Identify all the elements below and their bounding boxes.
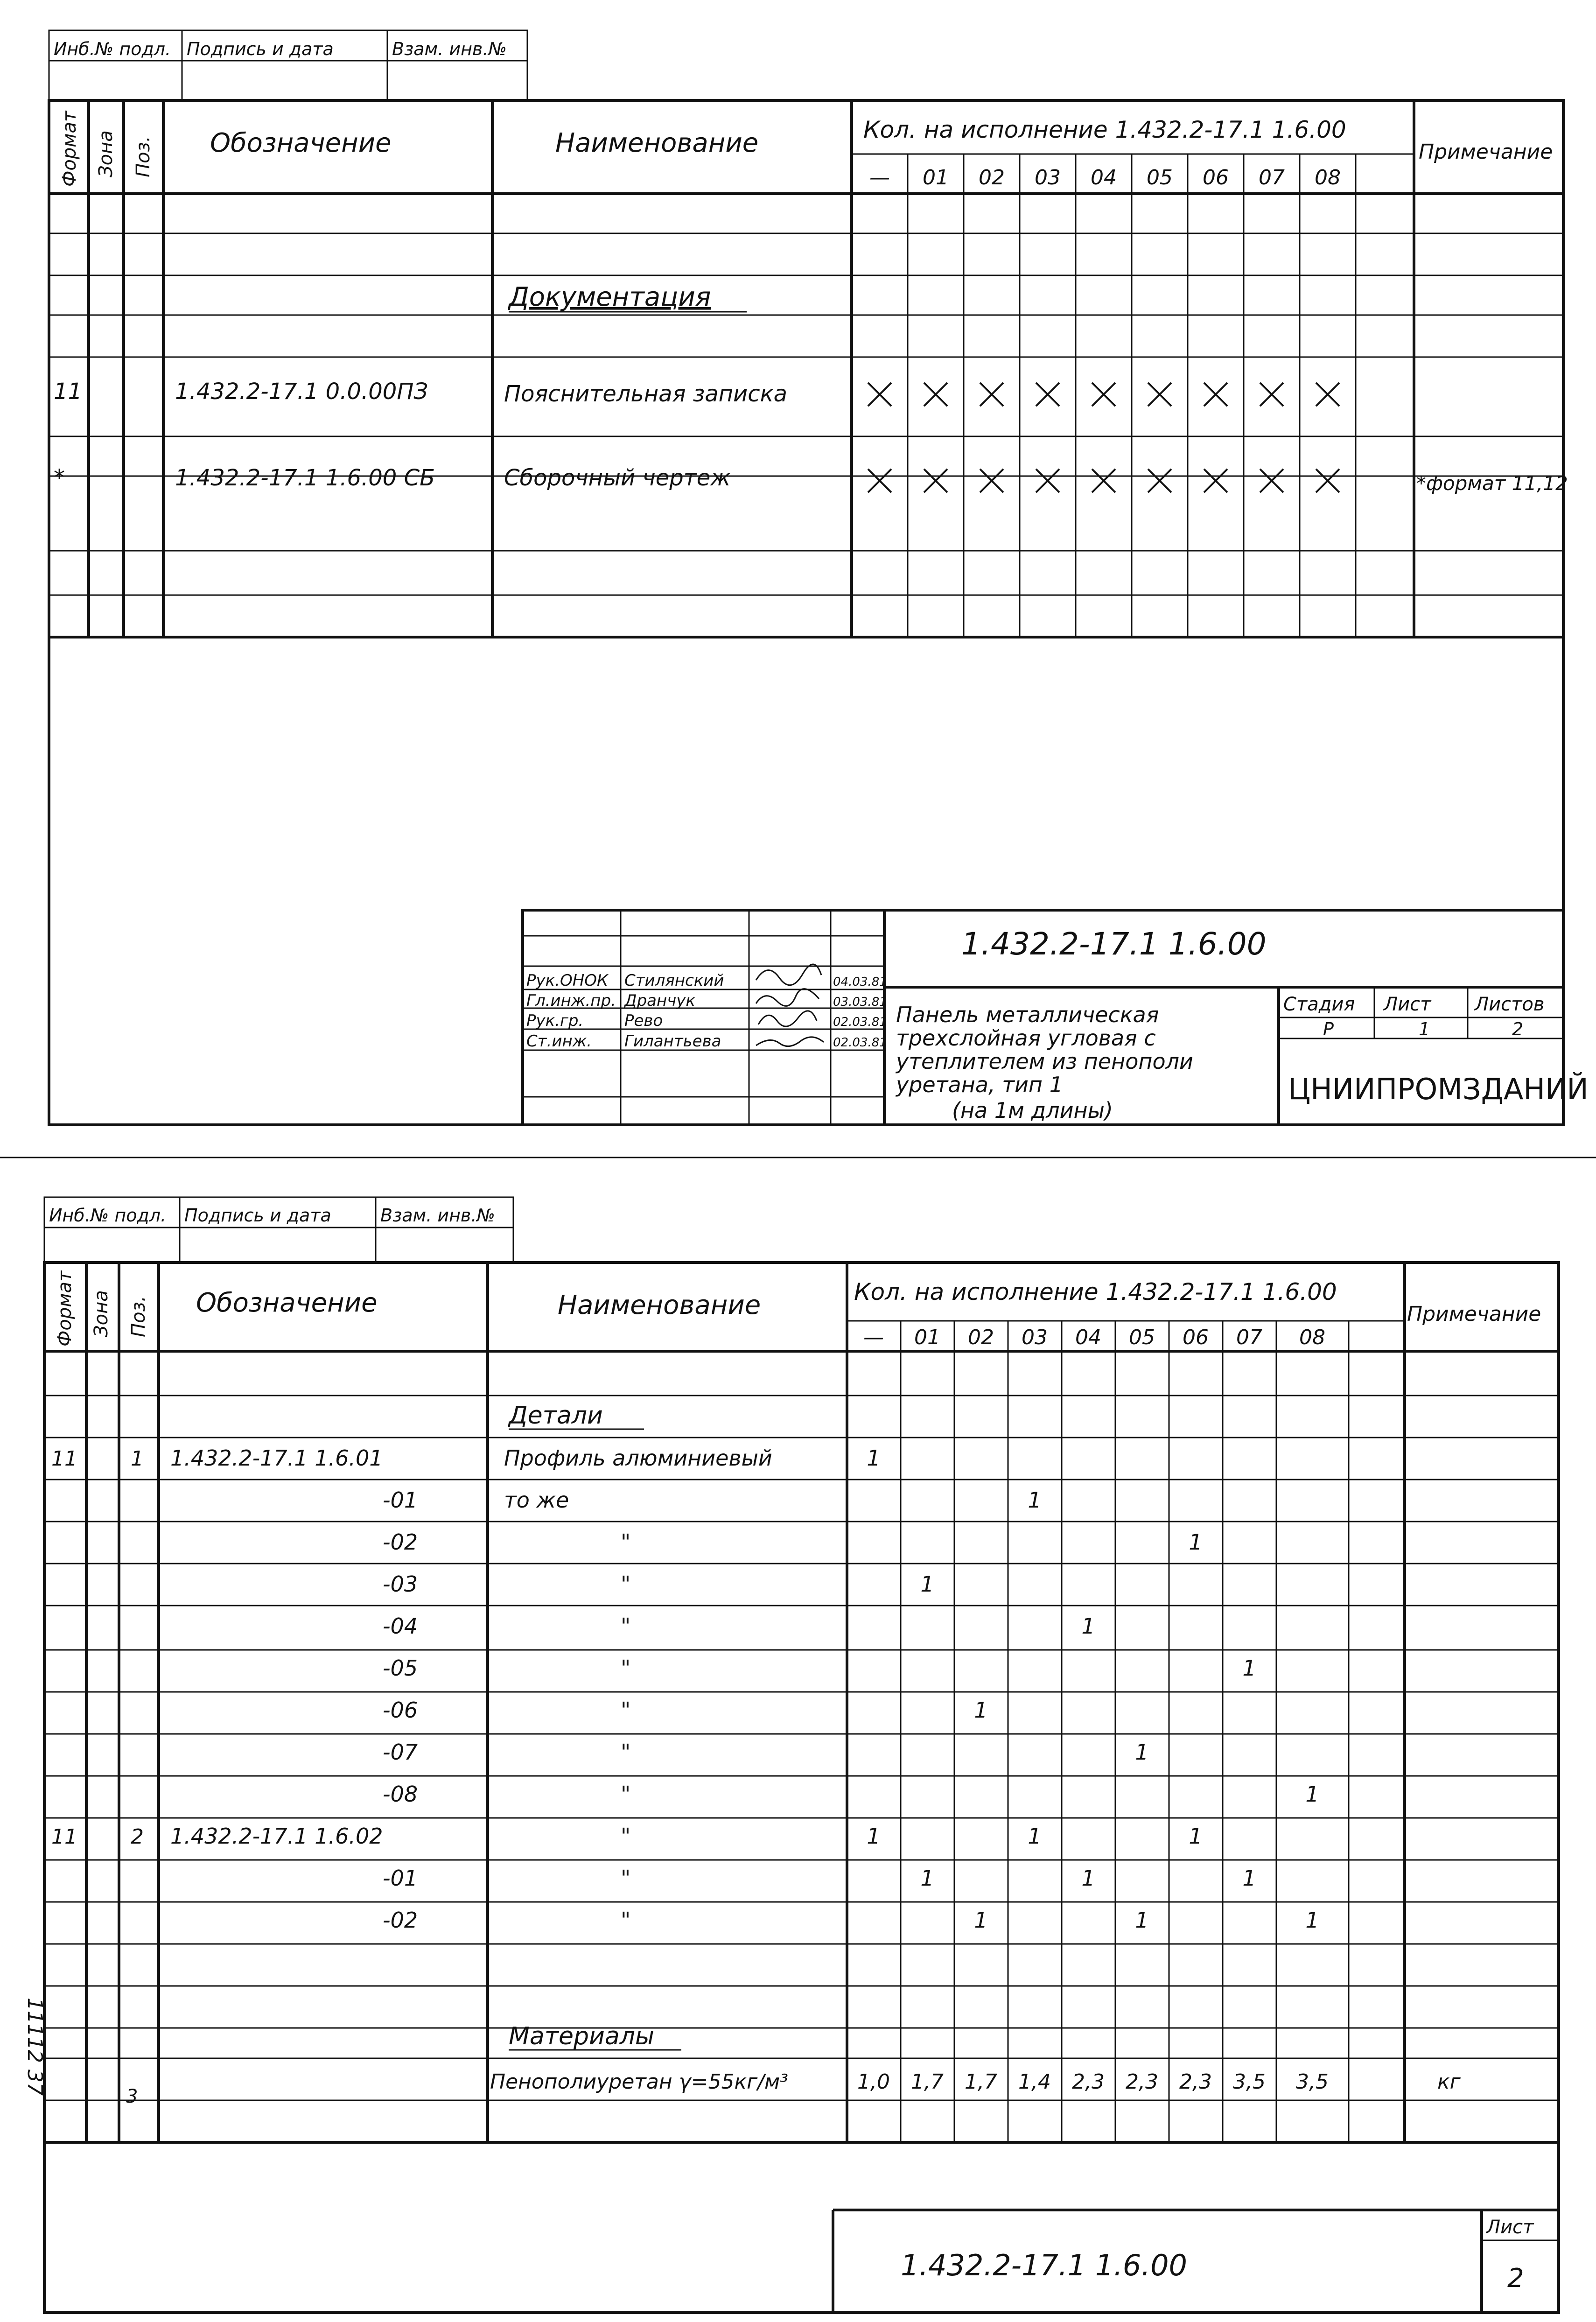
row-designation: -06 bbox=[383, 1698, 418, 1723]
sheets-value: 2 bbox=[1512, 1019, 1524, 1039]
row-lines bbox=[44, 1396, 1559, 2100]
doc-title bbox=[895, 1002, 1193, 1123]
material-row bbox=[126, 2070, 1461, 2107]
variant-base: — bbox=[869, 166, 890, 189]
variant-05: 05 bbox=[1147, 166, 1173, 189]
approval-role: Рук.гр. bbox=[526, 1011, 584, 1030]
row-name: " bbox=[621, 1824, 631, 1849]
header-format: Формат bbox=[54, 1270, 76, 1347]
row-name: " bbox=[621, 1782, 631, 1807]
variant-01: 01 bbox=[914, 1326, 940, 1349]
qty-cell: 1 bbox=[974, 1698, 988, 1723]
material-unit: кг bbox=[1437, 2070, 1461, 2094]
frame-1 bbox=[49, 100, 1563, 1125]
qty-cell: 1 bbox=[1189, 1824, 1203, 1849]
qty-cell: 1 bbox=[1242, 1656, 1256, 1681]
qty-cell: 3,5 bbox=[1296, 2070, 1329, 2094]
row-name: " bbox=[621, 1571, 631, 1597]
archive-stamp bbox=[44, 1197, 513, 1263]
cross-mark bbox=[1036, 469, 1059, 492]
signatures bbox=[756, 964, 824, 1046]
qty-cell: 1 bbox=[867, 1445, 881, 1471]
sheets-label: Листов bbox=[1475, 994, 1545, 1015]
table-row bbox=[51, 1824, 1203, 1849]
variant-03: 03 bbox=[1035, 166, 1061, 189]
margin-note: 11112 37 bbox=[23, 1998, 47, 2096]
table-row bbox=[383, 1782, 1319, 1807]
title-line: трехслойная угловая с bbox=[896, 1025, 1156, 1051]
variant-06: 06 bbox=[1203, 166, 1229, 189]
sheet-label: Лист bbox=[1486, 2217, 1534, 2238]
qty-cell: 1 bbox=[1305, 1908, 1319, 1933]
row-format: 11 bbox=[51, 1447, 77, 1471]
sheet-2 bbox=[23, 1197, 1559, 2313]
table-row bbox=[383, 1740, 1149, 1765]
cross-mark bbox=[868, 469, 891, 492]
stamp-replace-label: Взам. инв.№ bbox=[392, 39, 507, 59]
variant-headers bbox=[863, 1326, 1325, 1349]
row-pos: 2 bbox=[131, 1825, 144, 1849]
header-designation: Обозначение bbox=[196, 1288, 378, 1318]
table-row bbox=[383, 1529, 1203, 1555]
title-block-2 bbox=[833, 2210, 1559, 2313]
stamp-sign-label: Подпись и дата bbox=[187, 39, 334, 59]
row-designation: -08 bbox=[383, 1782, 418, 1807]
approval-date: 02.03.81 bbox=[833, 1015, 887, 1029]
variant-07: 07 bbox=[1236, 1326, 1262, 1349]
approval-role: Ст.инж. bbox=[526, 1032, 592, 1051]
cross-mark bbox=[1316, 469, 1339, 492]
frame-2 bbox=[44, 1263, 1559, 2313]
approval-date: 02.03.81 bbox=[833, 1036, 887, 1050]
approval-role: Рук.ОНОК bbox=[526, 971, 609, 990]
cross-mark bbox=[1148, 383, 1171, 406]
qty-cell: 1 bbox=[867, 1824, 881, 1849]
variant-02: 02 bbox=[979, 166, 1005, 189]
variant-04: 04 bbox=[1091, 166, 1117, 189]
row-designation: -07 bbox=[383, 1740, 418, 1765]
variant-05: 05 bbox=[1129, 1326, 1155, 1349]
header-qty: Кол. на исполнение 1.432.2-17.1 1.6.00 bbox=[854, 1278, 1337, 1305]
row-name: то же bbox=[504, 1487, 569, 1513]
variant-06: 06 bbox=[1183, 1326, 1209, 1349]
cross-mark bbox=[924, 469, 947, 492]
qty-cell: 1 bbox=[1189, 1529, 1203, 1555]
qty-cell: 3,5 bbox=[1233, 2070, 1266, 2094]
row-designation: -02 bbox=[383, 1529, 418, 1555]
table-row bbox=[54, 465, 1568, 495]
row-name: " bbox=[621, 1656, 631, 1681]
approval-row bbox=[526, 1032, 887, 1051]
row-name: " bbox=[621, 1740, 631, 1765]
qty-cell: 1 bbox=[1081, 1866, 1095, 1891]
stage-value: Р bbox=[1323, 1019, 1334, 1039]
cross-mark bbox=[980, 383, 1003, 406]
header-qty: Кол. на исполнение 1.432.2-17.1 1.6.00 bbox=[863, 116, 1346, 143]
header-name: Наименование bbox=[555, 128, 759, 158]
stamp-inv-label: Инб.№ подл. bbox=[49, 1205, 167, 1226]
variant-08: 08 bbox=[1299, 1326, 1325, 1349]
stamp-replace-label: Взам. инв.№ bbox=[380, 1205, 495, 1226]
row-designation: 1.432.2-17.1 1.6.02 bbox=[170, 1824, 383, 1849]
variant-01: 01 bbox=[923, 166, 949, 189]
variant-headers bbox=[869, 166, 1341, 189]
section-materials: Материалы bbox=[509, 2022, 654, 2050]
title-line: уретана, тип 1 bbox=[896, 1072, 1063, 1097]
stamp-sign-label: Подпись и дата bbox=[184, 1205, 331, 1226]
table-row bbox=[383, 1908, 1319, 1933]
approval-row bbox=[526, 991, 887, 1010]
row-designation: -02 bbox=[383, 1908, 418, 1933]
material-quantities bbox=[857, 2070, 1329, 2094]
doc-code: 1.432.2-17.1 1.6.00 bbox=[961, 926, 1267, 962]
qty-cell: 1,4 bbox=[1018, 2070, 1051, 2094]
section-parts: Детали bbox=[509, 1402, 603, 1430]
qty-cell: 1,7 bbox=[911, 2070, 944, 2094]
row-designation: -04 bbox=[383, 1613, 418, 1639]
variant-04: 04 bbox=[1075, 1326, 1101, 1349]
cross-mark bbox=[1316, 383, 1339, 406]
approval-row bbox=[526, 971, 887, 990]
table-row bbox=[383, 1698, 988, 1723]
cross-mark bbox=[1260, 469, 1283, 492]
row-format: * bbox=[54, 465, 65, 491]
cross-mark bbox=[1092, 383, 1115, 406]
header-note: Примечание bbox=[1419, 140, 1553, 164]
cross-mark bbox=[980, 469, 1003, 492]
header-zone: Зона bbox=[95, 130, 117, 177]
qty-cell: 1 bbox=[920, 1866, 934, 1891]
qty-cell: 2,3 bbox=[1126, 2070, 1158, 2094]
qty-cell: 1 bbox=[1081, 1613, 1095, 1639]
header-pos: Поз. bbox=[133, 136, 154, 177]
row-designation: 1.432.2-17.1 1.6.00 СБ bbox=[175, 465, 435, 491]
approval-row bbox=[526, 1011, 887, 1030]
qty-cell: 1,0 bbox=[857, 2070, 890, 2094]
section-documentation: Документация bbox=[509, 282, 711, 312]
sheet-label: Лист bbox=[1384, 994, 1431, 1015]
table-row bbox=[51, 1445, 881, 1471]
row-name: Сборочный чертеж bbox=[504, 465, 731, 491]
header-format: Формат bbox=[59, 111, 80, 187]
qty-cell: 1 bbox=[974, 1908, 988, 1933]
cross-mark bbox=[924, 383, 947, 406]
table-row bbox=[383, 1866, 1256, 1891]
title-block-1 bbox=[523, 910, 1589, 1125]
header-pos: Поз. bbox=[128, 1296, 149, 1337]
qty-cell: 1 bbox=[1135, 1740, 1149, 1765]
approval-name: Стилянский bbox=[624, 971, 724, 990]
row-designation: 1.432.2-17.1 1.6.01 bbox=[170, 1445, 383, 1471]
table-row bbox=[383, 1656, 1256, 1681]
row-designation: -05 bbox=[383, 1656, 418, 1681]
cross-mark bbox=[1036, 383, 1059, 406]
qty-cell: 1 bbox=[1242, 1866, 1256, 1891]
row-format: 11 bbox=[54, 379, 83, 405]
sheet-value: 1 bbox=[1419, 1019, 1430, 1039]
header-designation: Обозначение bbox=[210, 128, 392, 158]
row-pos: 1 bbox=[131, 1447, 144, 1471]
qty-cell: 1 bbox=[920, 1571, 934, 1597]
row-name: Профиль алюминиевый bbox=[504, 1445, 772, 1471]
spec-table-2 bbox=[44, 1263, 1559, 2142]
variant-08: 08 bbox=[1315, 166, 1341, 189]
cross-mark bbox=[1204, 469, 1227, 492]
qty-cell: 1 bbox=[1305, 1782, 1319, 1807]
sheet-number: 2 bbox=[1507, 2263, 1524, 2294]
qty-cell: 1 bbox=[1028, 1824, 1042, 1849]
header-name: Наименование bbox=[558, 1290, 761, 1320]
qty-cell: 2,3 bbox=[1072, 2070, 1105, 2094]
row-designation: -01 bbox=[383, 1866, 418, 1891]
approval-name: Гилантьева bbox=[624, 1032, 721, 1051]
row-name: " bbox=[621, 1866, 631, 1891]
cross-mark bbox=[868, 383, 891, 406]
header-zone: Зона bbox=[91, 1290, 112, 1337]
spec-table-1 bbox=[49, 100, 1568, 637]
cross-mark bbox=[1092, 469, 1115, 492]
qty-cell: 1 bbox=[1135, 1908, 1149, 1933]
qty-cell: 1,7 bbox=[965, 2070, 997, 2094]
row-designation: -03 bbox=[383, 1571, 418, 1597]
row-designation: -01 bbox=[383, 1487, 418, 1513]
row-name: Пояснительная записка bbox=[504, 381, 788, 407]
title-line: утеплителем из пенополи bbox=[896, 1049, 1193, 1074]
sheet-1 bbox=[49, 30, 1589, 1125]
approval-date: 04.03.81 bbox=[833, 975, 887, 989]
material-name: Пенополиуретан γ=55кг/м³ bbox=[490, 2070, 788, 2094]
row-designation: 1.432.2-17.1 0.0.00ПЗ bbox=[175, 379, 428, 405]
row-note: *формат 11,12 bbox=[1416, 472, 1568, 495]
variant-07: 07 bbox=[1259, 166, 1285, 189]
table-row bbox=[383, 1613, 1095, 1639]
material-pos: 3 bbox=[126, 2086, 138, 2107]
row-name: " bbox=[621, 1529, 631, 1555]
variant-base: — bbox=[863, 1326, 884, 1349]
approval-date: 03.03.81 bbox=[833, 995, 887, 1009]
qty-cell: 2,3 bbox=[1179, 2070, 1212, 2094]
organization-name: ЦНИИПРОМЗДАНИЙ bbox=[1288, 1072, 1589, 1106]
approval-name: Дранчук bbox=[624, 991, 695, 1010]
cross-mark bbox=[1148, 469, 1171, 492]
header-note: Примечание bbox=[1407, 1302, 1541, 1326]
row-name: " bbox=[621, 1613, 631, 1639]
stage-label: Стадия bbox=[1283, 994, 1355, 1015]
title-line: (на 1м длины) bbox=[952, 1098, 1113, 1123]
variant-02: 02 bbox=[968, 1326, 994, 1349]
title-line: Панель металлическая bbox=[896, 1002, 1159, 1027]
table-row bbox=[383, 1571, 934, 1597]
approval-name: Рево bbox=[624, 1011, 663, 1030]
row-name: " bbox=[621, 1908, 631, 1933]
approval-role: Гл.инж.пр. bbox=[526, 991, 616, 1010]
table-row bbox=[383, 1487, 1042, 1513]
qty-cell: 1 bbox=[1028, 1487, 1042, 1513]
row-format: 11 bbox=[51, 1825, 77, 1849]
doc-code: 1.432.2-17.1 1.6.00 bbox=[901, 2248, 1187, 2282]
cross-mark bbox=[1204, 383, 1227, 406]
cross-mark bbox=[1260, 383, 1283, 406]
archive-stamp bbox=[49, 30, 527, 100]
row-name: " bbox=[621, 1698, 631, 1723]
variant-03: 03 bbox=[1022, 1326, 1048, 1349]
stamp-inv-label: Инб.№ подл. bbox=[54, 39, 171, 59]
